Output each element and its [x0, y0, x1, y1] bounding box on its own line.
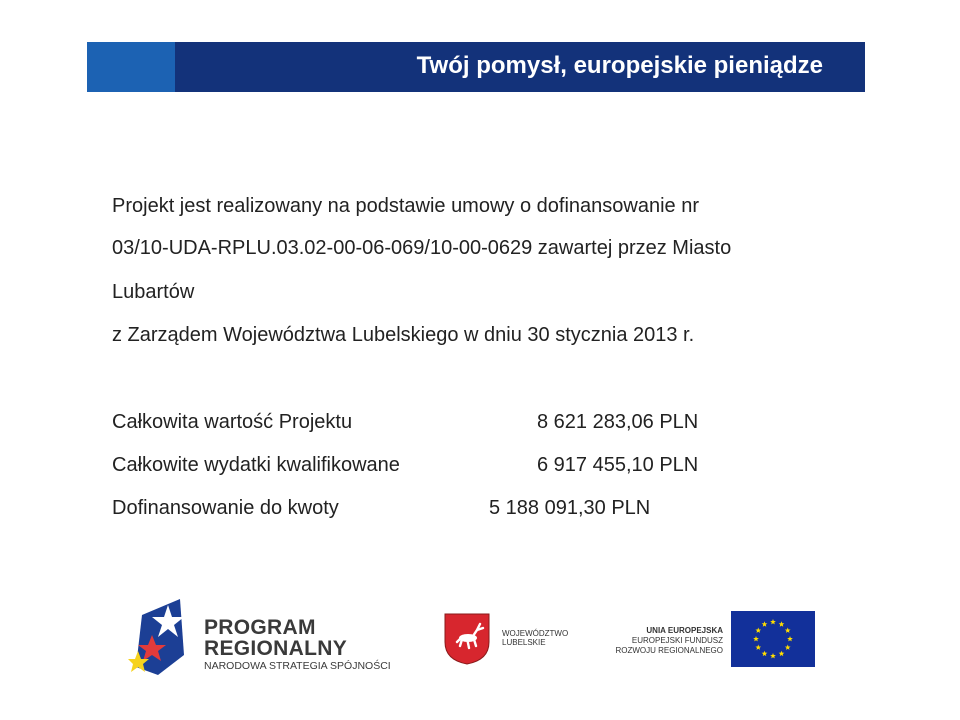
eligible-expenses-amount: 6 917 455,10 PLN	[537, 454, 699, 476]
total-value-label: Całkowita wartość Projektu	[112, 411, 353, 433]
co-financing-amount: 5 188 091,30 PLN	[489, 497, 651, 519]
program-regionalny-line2: REGIONALNY	[204, 637, 348, 660]
eu-line3: ROZWOJU REGIONALNEGO	[615, 646, 723, 655]
page-title: Twój pomysł, europejskie pieniądze	[416, 52, 823, 79]
program-regionalny-subtitle: NARODOWA STRATEGIA SPÓJNOŚCI	[204, 660, 391, 672]
eu-line2: EUROPEJSKI FUNDUSZ	[631, 636, 723, 645]
paragraph-line-4: z Zarządem Województwa Lubelskiego w dniu 30 stycznia 2013 r.	[112, 324, 695, 346]
total-value-amount: 8 621 283,06 PLN	[537, 411, 699, 433]
eu-line1: UNIA EUROPEJSKA	[646, 626, 723, 635]
paragraph-line-3: Lubartów	[112, 281, 195, 303]
paragraph-line-1: Projekt jest realizowany na podstawie umowy o dofinansowanie nr	[112, 195, 699, 217]
eligible-expenses-label: Całkowite wydatki kwalifikowane	[112, 454, 400, 476]
program-regionalny-line1: PROGRAM	[204, 616, 316, 639]
lubelskie-deer-shield-icon	[443, 612, 491, 666]
co-financing-label: Dofinansowanie do kwoty	[112, 497, 339, 519]
eu-flag-icon	[731, 611, 815, 667]
lubelskie-line1: WOJEWÓDZTWO	[502, 629, 569, 638]
paragraph-line-2: 03/10-UDA-RPLU.03.02-00-06-069/10-00-0629 zawartej przez Miasto	[112, 237, 732, 259]
header-banner-accent	[87, 42, 175, 92]
lubelskie-line2: LUBELSKIE	[502, 638, 546, 647]
program-regionalny-star-icon	[128, 595, 190, 683]
header-banner	[87, 42, 865, 92]
